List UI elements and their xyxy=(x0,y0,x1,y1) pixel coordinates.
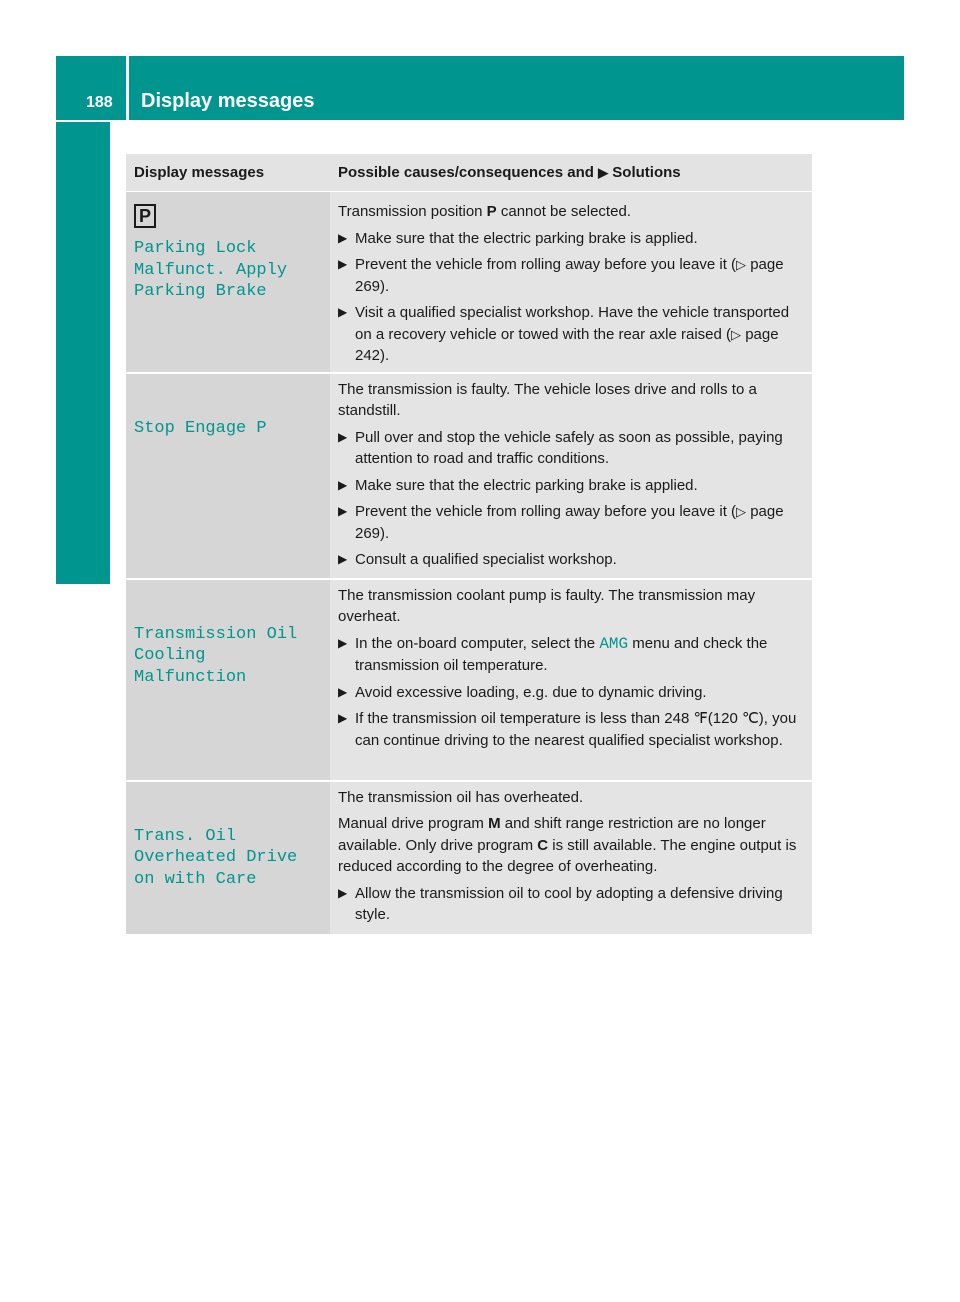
page-title: Display messages xyxy=(141,90,315,112)
step-arrow-icon: ▶ xyxy=(338,305,348,319)
solution-step xyxy=(338,633,804,677)
step-arrow-icon: ▶ xyxy=(338,684,348,699)
step-arrow-icon: ▶ xyxy=(338,711,348,725)
column-header-solutions-label: Solutions xyxy=(612,164,681,181)
header-separator xyxy=(126,56,129,120)
step-text: Visit a qualified specialist workshop. Have the vehicle transported on a recovery vehicle or towed with the rear axle raised ( xyxy=(355,304,790,343)
cause-text: The transmission is faulty. The vehicle loses drive and rolls to a standstill. xyxy=(338,380,757,419)
step-text: menu and check the transmission oil temperature. xyxy=(355,634,768,674)
page-reference[interactable]: page 269). xyxy=(355,503,784,542)
page-ref-icon: ▷ xyxy=(736,257,747,272)
message-cell xyxy=(126,192,330,373)
solution-cell xyxy=(330,192,812,373)
display-message: Parking Lock Malfunct. Apply Parking Brake xyxy=(134,239,288,301)
step-arrow-icon: ▶ xyxy=(338,552,348,566)
column-header-solutions-text: Possible causes/consequences and xyxy=(338,164,594,181)
amg-menu-label: AMG xyxy=(599,634,629,653)
page-ref-icon: ▷ xyxy=(731,326,742,342)
step-text: Avoid excessive loading, e.g. due to dynamic driving. xyxy=(355,683,707,701)
page-reference[interactable]: page 242). xyxy=(355,325,779,364)
solution-cell xyxy=(330,373,812,579)
step-arrow-icon: ▶ xyxy=(338,635,348,650)
step-arrow-icon: ▶ xyxy=(338,257,348,271)
table-row xyxy=(126,781,812,935)
step-text: Allow the transmission oil to cool by adopting a defensive driving style. xyxy=(355,884,783,923)
message-cell xyxy=(126,373,330,579)
step-text: Consult a qualified specialist workshop. xyxy=(355,551,617,568)
gear-position-p: P xyxy=(486,203,497,220)
step-arrow-icon: ▶ xyxy=(338,429,348,444)
cause-text-part: is still available. The engine output is reduced according to the degree of overheating. xyxy=(338,836,797,875)
display-message: Trans. Oil Overheated Drive on with Care xyxy=(134,826,298,889)
solution-step xyxy=(338,475,804,497)
step-text: If the transmission oil temperature is less than 248 ℉(120 ℃), you can continue driving to the nearest qualified specialist workshop. xyxy=(355,710,797,749)
step-text: Prevent the vehicle from rolling away before you leave it ( xyxy=(355,256,737,273)
cause-text-part: Transmission position xyxy=(338,203,487,220)
cause-text-part: cannot be selected. xyxy=(496,203,631,220)
drive-program-c: C xyxy=(537,836,549,854)
display-messages-table xyxy=(126,154,812,936)
display-message: Transmission Oil Cooling Malfunction xyxy=(134,624,298,687)
cause-text-part: Manual drive program xyxy=(338,815,489,832)
cause-text xyxy=(338,201,804,223)
solution-step xyxy=(338,883,804,926)
solution-step xyxy=(338,302,804,367)
side-tab-label: On-board computer and displays xyxy=(71,196,94,510)
step-arrow-icon: ▶ xyxy=(338,885,348,900)
table-header-row xyxy=(126,154,812,192)
solution-step xyxy=(338,501,804,544)
step-arrow-icon: ▶ xyxy=(338,477,348,492)
solution-step xyxy=(338,708,804,751)
step-text: Prevent the vehicle from rolling away before you leave it ( xyxy=(355,503,737,520)
message-cell xyxy=(126,579,330,781)
play-arrow-icon: ▶ xyxy=(598,165,609,180)
solution-step xyxy=(338,427,804,470)
page-reference[interactable]: page 269). xyxy=(355,256,784,295)
solution-step xyxy=(338,682,804,704)
table-row xyxy=(126,192,812,373)
step-text: In the on-board computer, select the xyxy=(355,634,600,652)
table-row xyxy=(126,579,812,781)
drive-program-m: M xyxy=(488,815,501,832)
solution-cell xyxy=(330,579,812,781)
solution-step xyxy=(338,254,804,297)
step-text: Make sure that the electric parking brake is applied. xyxy=(355,229,698,247)
step-text: Pull over and stop the vehicle safely as soon as possible, paying attention to road and traffic conditions. xyxy=(355,428,783,467)
cause-text: The transmission coolant pump is faulty. The transmission may overheat. xyxy=(338,586,756,625)
page-number: 188 xyxy=(86,94,113,111)
step-arrow-icon: ▶ xyxy=(338,230,348,245)
step-text: Make sure that the electric parking brake is applied. xyxy=(355,476,698,494)
cause-text-part: and shift range restriction are no longer available. Only drive program xyxy=(338,815,766,854)
solution-cell xyxy=(330,781,812,935)
parking-p-icon: P xyxy=(134,204,156,228)
cause-text xyxy=(338,813,804,878)
step-arrow-icon: ▶ xyxy=(338,504,348,518)
display-message: Stop Engage P xyxy=(134,418,267,438)
solution-step xyxy=(338,549,804,571)
message-cell xyxy=(126,781,330,935)
column-header-messages: Display messages xyxy=(126,154,330,192)
page-ref-icon: ▷ xyxy=(736,504,747,519)
cause-text: The transmission oil has overheated. xyxy=(338,788,584,806)
solution-step xyxy=(338,228,804,250)
table-row xyxy=(126,373,812,579)
column-header-solutions xyxy=(330,154,812,192)
